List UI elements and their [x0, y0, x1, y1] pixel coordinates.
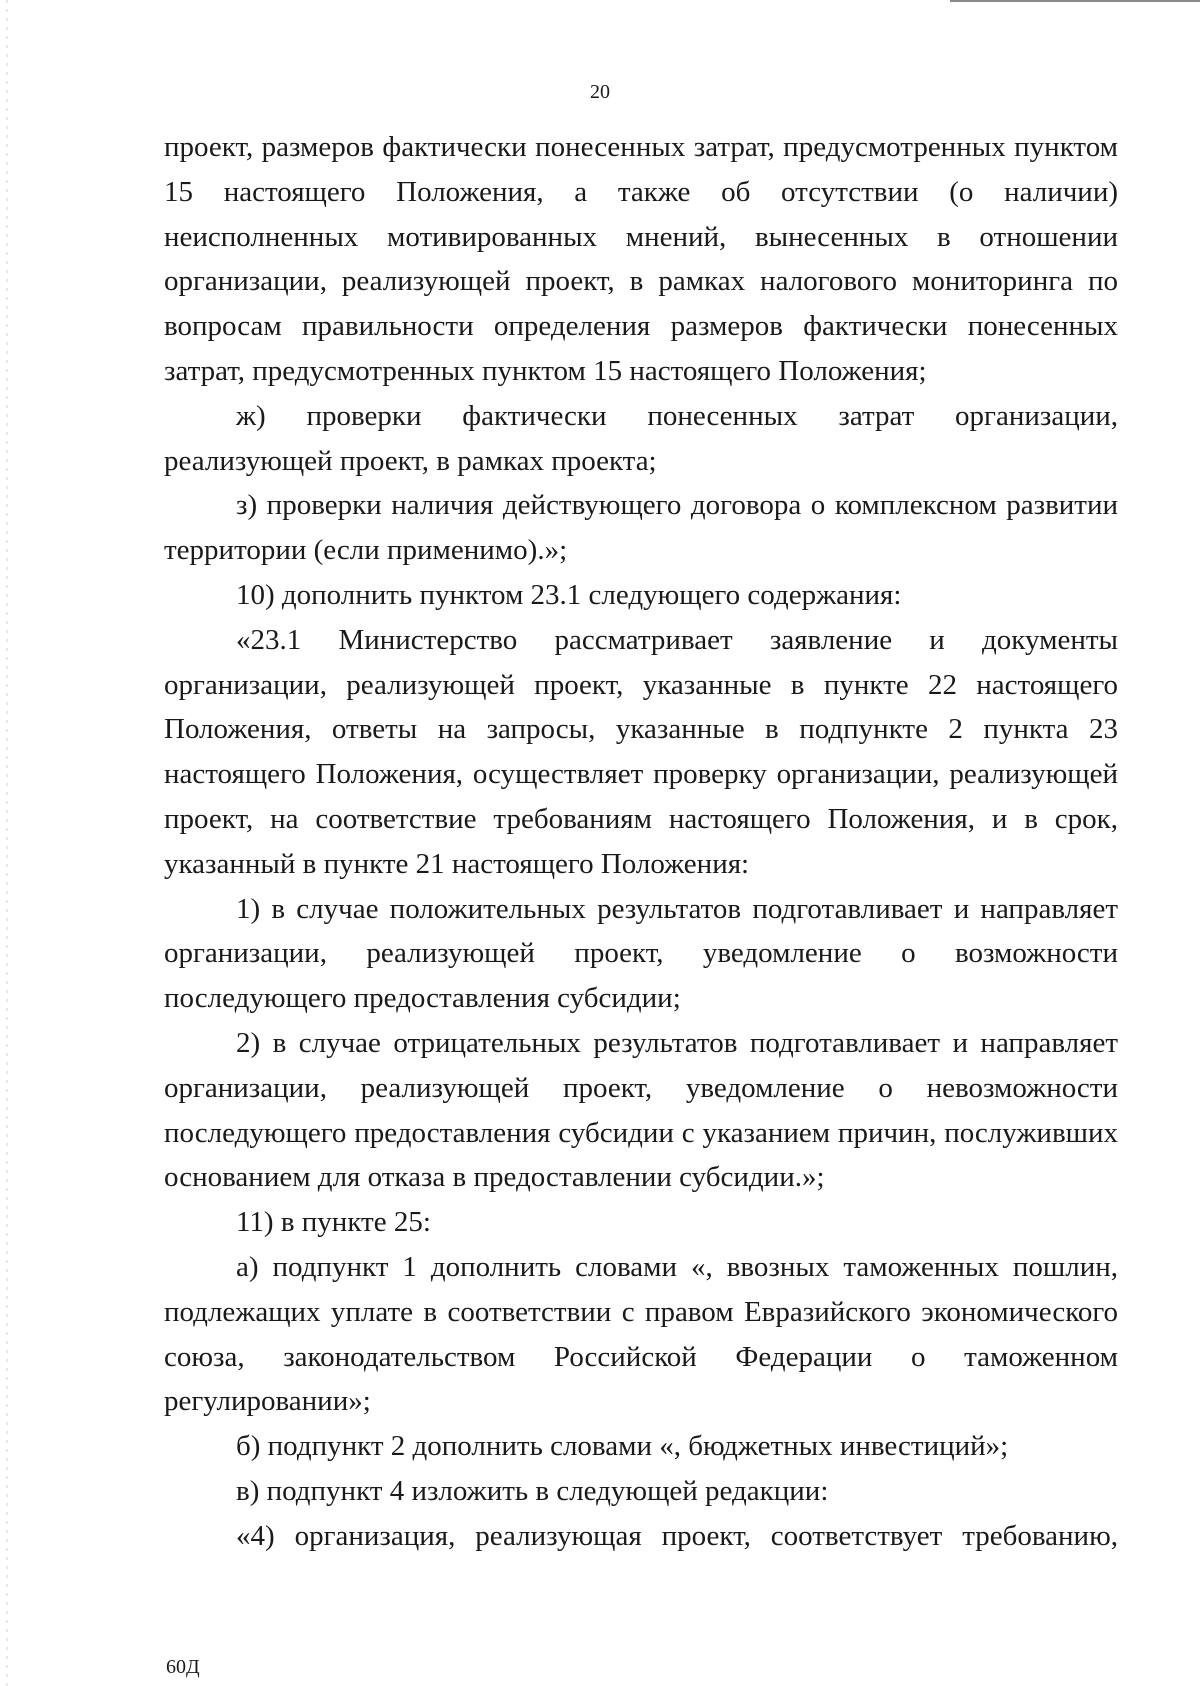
paragraph-item-v: в) подпункт 4 изложить в следующей редакции:	[236, 1474, 829, 1507]
footer-document-code: 60Д	[166, 1656, 200, 1678]
paragraph-item-a: а) подпункт 1 дополнить словами «, ввозных таможенных пошлин, подлежащих уплате в соответствии с правом Евразийского экономического союза, законодательством Российской Федерации о таможенном регулировании»;	[164, 1250, 1118, 1418]
paragraph-amendment-11: 11) в пункте 25:	[236, 1206, 431, 1239]
scan-top-line	[950, 0, 1200, 2]
paragraph-clause-23-1: «23.1 Министерство рассматривает заявление и документы организации, реализующей проект, указанные в пункте 22 настоящего Положения, ответы на запросы, указанные в подпункте 2 пункта 23 настоящего Положения, осуществляет проверку организации, реализующей проект, на соответствие требованиям настоящего Положения, и в срок, указанный в пункте 21 настоящего Положения:	[164, 623, 1118, 880]
page-number: 20	[590, 81, 610, 103]
paragraph-item-1: 1) в случае положительных результатов подготавливает и направляет организации, реализующей проект, уведомление о возможности последующего предоставления субсидии;	[164, 892, 1118, 1015]
paragraph-item-z: з) проверки наличия действующего договора о комплексном развитии территории (если применимо).»;	[164, 489, 1118, 567]
document-body	[164, 125, 1118, 1559]
paragraph-continuation: проект, размеров фактически понесенных затрат, предусмотренных пунктом 15 настоящего Положения, а также об отсутствии (о наличии) неисполненных мотивированных мнений, вынесенных в отношении организации, реализующей проект, в рамках налогового мониторинга по вопросам правильности определения размеров фактически понесенных затрат, предусмотренных пунктом 15 настоящего Положения;	[164, 131, 1118, 387]
paragraph-item-b: б) подпункт 2 дополнить словами «, бюджетных инвестиций»;	[236, 1430, 1009, 1463]
paragraph-item-zh: ж) проверки фактически понесенных затрат организации, реализующей проект, в рамках проекта;	[164, 399, 1118, 477]
paragraph-item-2: 2) в случае отрицательных результатов подготавливает и направляет организации, реализующей проект, уведомление о невозможности последующего предоставления субсидии с указанием причин, послуживших основанием для отказа в предоставлении субсидии.»;	[164, 1026, 1118, 1194]
paragraph-clause-4: «4) организация, реализующая проект, соответствует требованию,	[236, 1519, 1118, 1552]
paragraph-amendment-10: 10) дополнить пунктом 23.1 следующего содержания:	[236, 578, 902, 611]
scan-edge-artifact	[6, 0, 8, 1686]
